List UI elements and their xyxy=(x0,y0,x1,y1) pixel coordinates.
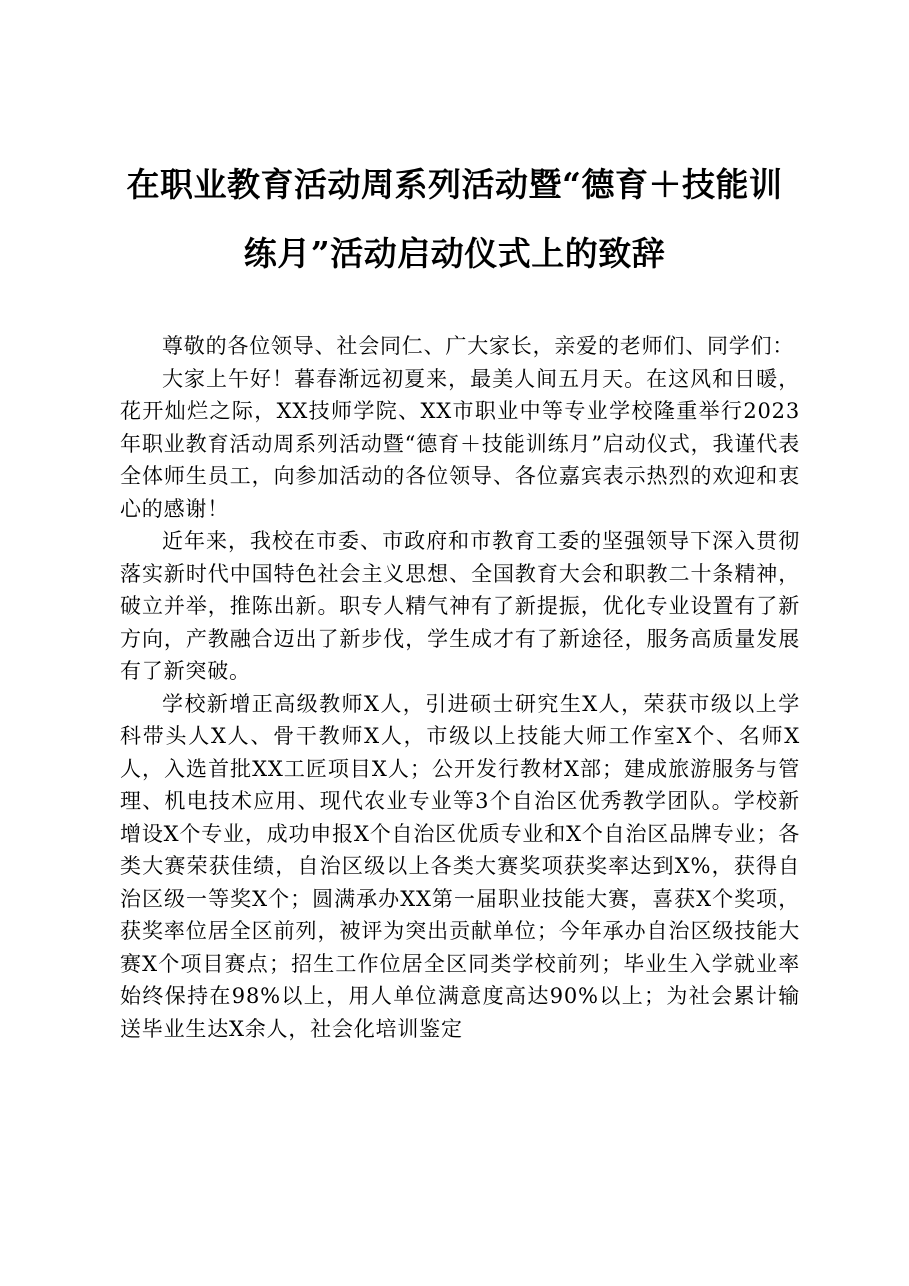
document-body xyxy=(120,330,800,1045)
document-title-line-1: 在职业教育活动周系列活动暨“德育＋技能训 xyxy=(126,165,783,204)
document-title-line-2: 练月”活动启动仪式上的致辞 xyxy=(243,234,666,273)
achievements-intro-paragraph: 近年来，我校在市委、市政府和市教育工委的坚强领导下深入贯彻落实新时代中国特色社会主义思想、全国教育大会和职教二十条精神，破立并举，推陈出新。职专人精气神有了新提振，优化专业设置有了新方向，产教融合迈出了新步伐，学生成才有了新途径，服务高质量发展有了新突破。 xyxy=(120,529,800,683)
achievements-detail-paragraph: 学校新增正高级教师X人，引进硕士研究生X人，荣获市级以上学科带头人X人、骨干教师X人，市级以上技能大师工作室X个、名师X人，入选首批XX工匠项目X人；公开发行教材X部；建成旅游服务与管理、机电技术应用、现代农业专业等3个自治区优秀教学团队。学校新增设X个专业，成功申报X个自治区优质专业和X个自治区品牌专业；各类大赛荣获佳绩，自治区级以上各类大赛奖项获奖率达到X%，获得自治区级一等奖X个；圆满承办XX第一届职业技能大赛，喜获X个奖项，获奖率位居全区前列，被评为突出贡献单位；今年承办自治区级技能大赛X个项目赛点；招生工作位居全区同类学校前列；毕业生入学就业率始终保持在98%以上，用人单位满意度高达90%以上；为社会累计输送毕业生达X余人，社会化培训鉴定 xyxy=(120,691,800,1041)
salutation-paragraph: 尊敬的各位领导、社会同仁、广大家长，亲爱的老师们、同学们： xyxy=(162,334,795,358)
greeting-paragraph: 大家上午好！暮春渐远初夏来，最美人间五月天。在这风和日暖，花开灿烂之际，XX技师学院、XX市职业中等专业学校隆重举行2023年职业教育活动周系列活动暨“德育＋技能训练月”启动仪式，我谨代表全体师生员工，向参加活动的各位领导、各位嘉宾表示热烈的欢迎和衷心的感谢！ xyxy=(120,366,800,521)
